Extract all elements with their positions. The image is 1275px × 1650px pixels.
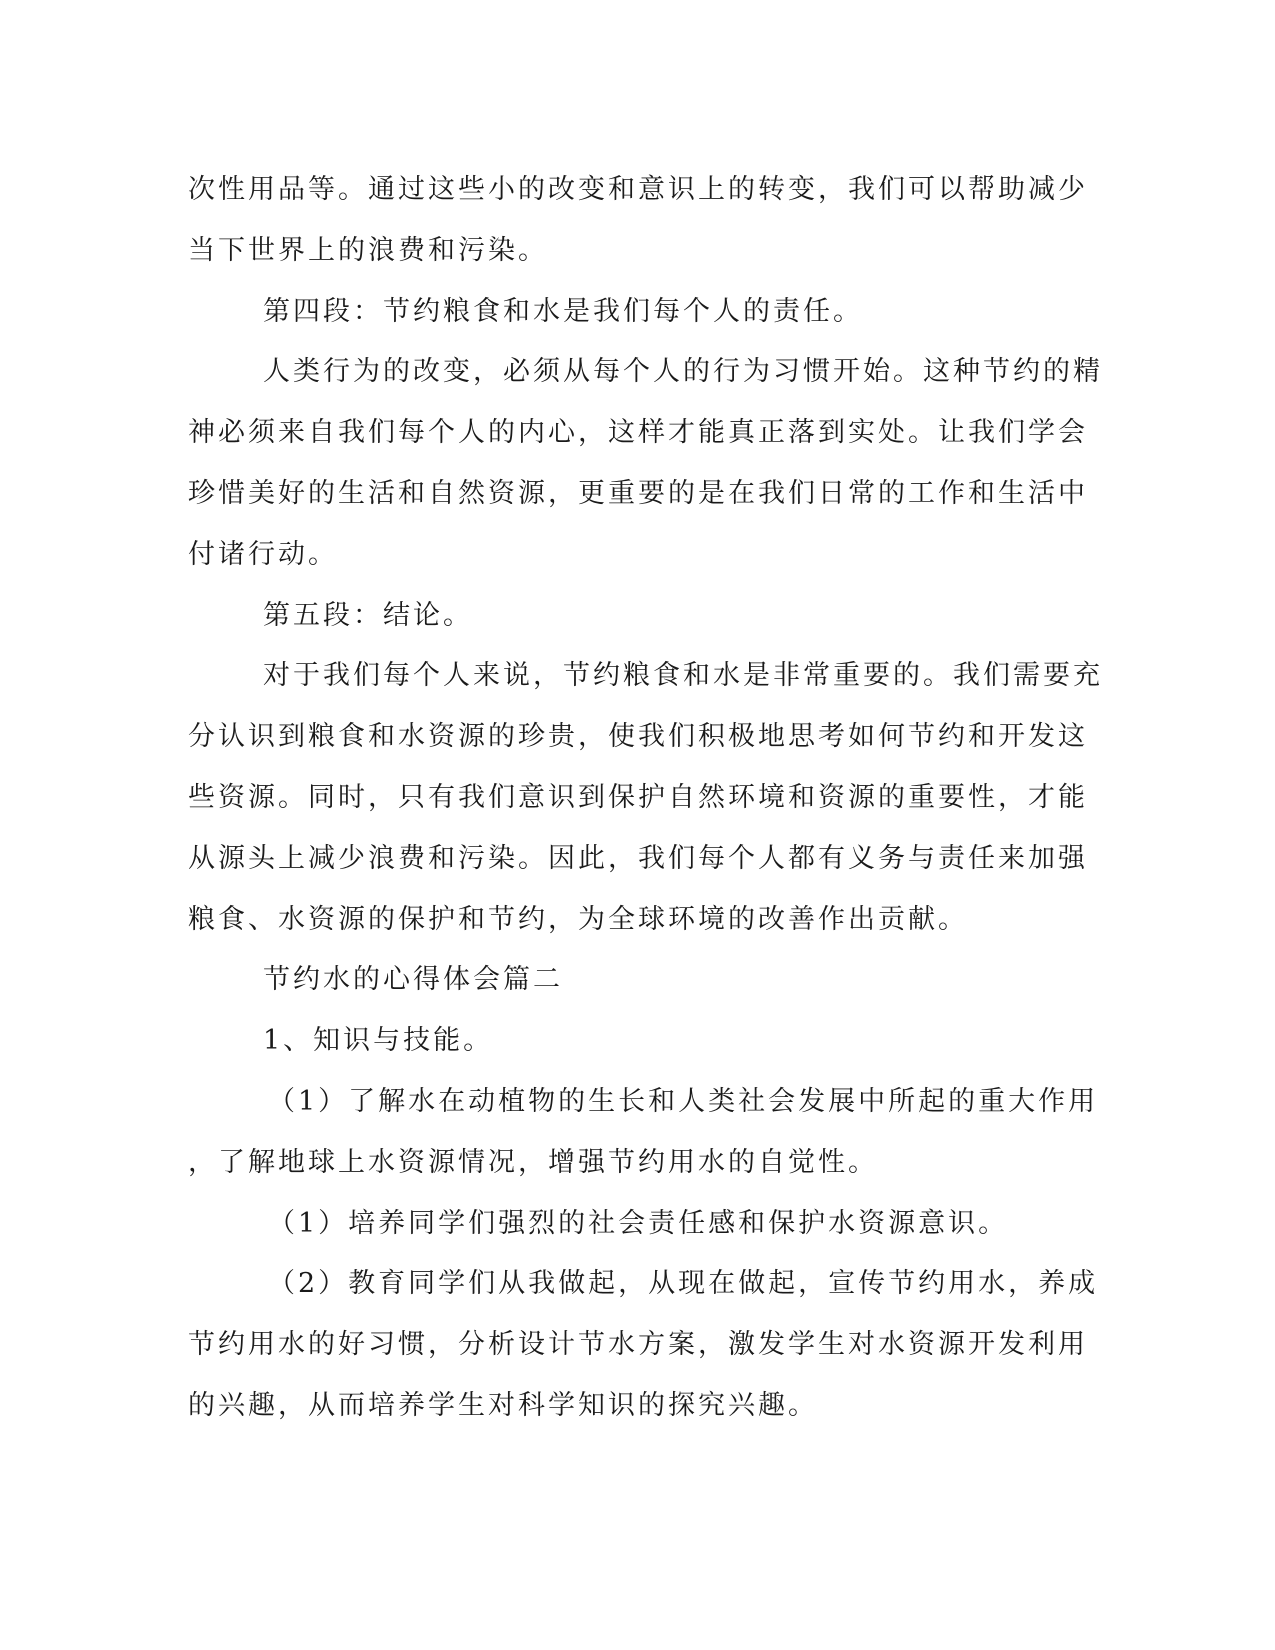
article-subtitle xyxy=(188,950,1078,1011)
heading-line: 1、知识与技能。 xyxy=(263,1025,494,1057)
text-line: （2）教育同学们从我做起，从现在做起，宣传节约用水，养成 xyxy=(268,1268,1099,1300)
text-line: （1）了解水在动植物的生长和人类社会发展中所起的重大作用 xyxy=(268,1085,1099,1117)
text-line: 节约用水的好习惯，分析设计节水方案，激发学生对水资源开发利用 xyxy=(188,1329,1088,1361)
text-line: 些资源。同时，只有我们意识到保护自然环境和资源的重要性，才能 xyxy=(188,781,1088,813)
section-heading-5 xyxy=(188,586,1078,647)
paragraph-intro-continuation xyxy=(188,160,1088,282)
text-line: 人类行为的改变，必须从每个人的行为习惯开始。这种节约的精 xyxy=(263,356,1103,388)
text-line: 次性用品等。通过这些小的改变和意识上的转变，我们可以帮助减少 xyxy=(188,174,1088,205)
text-line: 粮食、水资源的保护和节约，为全球环境的改善作出贡献。 xyxy=(188,903,968,935)
section-heading-4 xyxy=(188,282,1078,343)
text-line: 当下世界上的浪费和污染。 xyxy=(188,234,548,266)
text-line: 的兴趣，从而培养学生对科学知识的探究兴趣。 xyxy=(188,1389,818,1421)
text-line: 珍惜美好的生活和自然资源，更重要的是在我们日常的工作和生活中 xyxy=(188,477,1088,509)
heading-line: 节约水的心得体会篇二 xyxy=(263,964,563,996)
list-item-2 xyxy=(188,1254,1099,1436)
heading-line: 第四段：节约粮食和水是我们每个人的责任。 xyxy=(263,295,863,327)
text-line: 从源头上减少浪费和污染。因此，我们每个人都有义务与责任来加强 xyxy=(188,842,1088,874)
text-line: ，了解地球上水资源情况，增强节约用水的自觉性。 xyxy=(188,1146,878,1178)
text-line: 付诸行动。 xyxy=(188,538,338,570)
paragraph-conclusion xyxy=(188,646,1103,950)
heading-line: 第五段：结论。 xyxy=(263,599,473,631)
list-heading-knowledge xyxy=(188,1011,1078,1072)
text-line: 分认识到粮食和水资源的珍贵，使我们积极地思考如何节约和开发这 xyxy=(188,721,1088,753)
text-line: 对于我们每个人来说，节约粮食和水是非常重要的。我们需要充 xyxy=(263,660,1103,692)
document-body xyxy=(188,160,1103,1437)
paragraph-section-4 xyxy=(188,342,1103,585)
list-item-1b xyxy=(188,1194,1078,1255)
text-line: 神必须来自我们每个人的内心，这样才能真正落到实处。让我们学会 xyxy=(188,417,1088,449)
text-line: （1）培养同学们强烈的社会责任感和保护水资源意识。 xyxy=(268,1207,1009,1239)
list-item-1 xyxy=(188,1072,1099,1194)
